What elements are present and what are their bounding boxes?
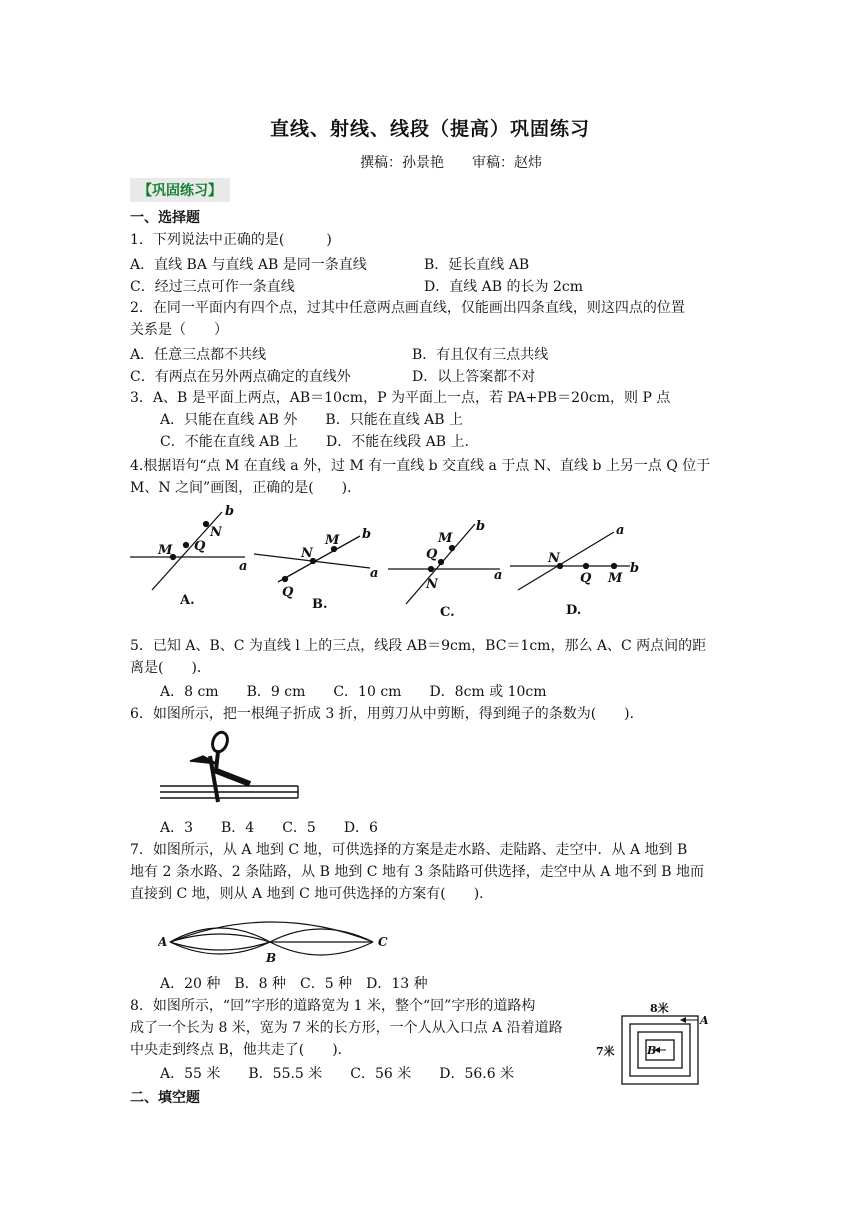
- q2-option-d: D．以上答案都不对: [412, 369, 536, 385]
- q1-option-d: D．直线 AB 的长为 2cm: [424, 279, 583, 295]
- q6-stem: 6．如图所示，把一根绳子折成 3 折，用剪刀从中剪断，得到绳子的条数为( )．: [130, 706, 644, 722]
- section-tag: 【巩固练习】: [130, 178, 230, 202]
- q4-figure-b: [254, 527, 378, 612]
- authors-line: [360, 152, 570, 172]
- q8-stem-3: 中央走到终点 B，他共走了( )．: [130, 1042, 352, 1058]
- q4c-label-b: b: [476, 519, 486, 534]
- q7-stem-3: 直接到 C 地，则从 A 地到 C 地可供选择的方案有( )．: [130, 886, 494, 902]
- q4b-label-b: b: [362, 527, 372, 542]
- q2-option-c: C．有两点在另外两点确定的直线外: [130, 369, 351, 385]
- q4d-label-n: N: [548, 551, 560, 566]
- q4b-label-a: a: [370, 566, 379, 581]
- q1-option-a: A．直线 BA 与直线 AB 是同一条直线: [130, 257, 367, 273]
- q4-fig-label-a: A.: [180, 593, 195, 608]
- q4b-label-m: M: [325, 533, 340, 548]
- q4a-label-b: b: [225, 504, 235, 519]
- q7-routes-figure: [158, 912, 398, 968]
- q8-stem-2: 成了一个长为 8 米，宽为 7 米的长方形，一个人从入口点 A 沿着道路: [130, 1020, 563, 1036]
- q3-options-ab: A．只能在直线 AB 外 B．只能在直线 AB 上: [160, 412, 463, 428]
- q4-fig-label-d: D.: [566, 603, 582, 618]
- q8-label-b: B: [647, 1044, 657, 1057]
- part1-heading: 一、选择题: [130, 210, 200, 226]
- q8-label-a: A: [700, 1014, 709, 1027]
- q4c-label-a: a: [494, 568, 503, 583]
- q5-stem-1: 5．已知 A、B、C 为直线 l 上的三点，线段 AB＝9cm，BC＝1cm，那么 A、C 两点间的距: [130, 638, 707, 654]
- q4-stem-2: M、N 之间”画图，正确的是( )．: [130, 480, 362, 496]
- q4-stem-1: 4.根据语句“点 M 在直线 a 外，过 M 有一直线 b 交直线 a 于点 N、直线 b 上另一点 Q 位于: [130, 458, 711, 474]
- q3-options-cd: C．不能在直线 AB 上 D．不能在线段 AB 上.: [160, 434, 469, 450]
- q4a-label-n: N: [210, 525, 222, 540]
- q7-stem-2: 地有 2 条水路、2 条陆路，从 B 地到 C 地有 3 条陆路可供选择，走空中从 A 地不到 B 地而: [130, 864, 704, 880]
- q8-label-length: 8米: [650, 1002, 669, 1015]
- q4d-label-q: Q: [580, 571, 592, 586]
- q4a-label-q: Q: [194, 539, 206, 554]
- q5-options: A．8 cm B．9 cm C．10 cm D．8cm 或 10cm: [160, 684, 547, 700]
- part2-heading: 二、填空题: [130, 1090, 200, 1106]
- q1-option-b: B．延长直线 AB: [424, 257, 530, 273]
- q4-figure-c: [388, 519, 502, 620]
- q4b-label-q: Q: [282, 585, 294, 600]
- q2-option-a: A．任意三点都不共线: [130, 347, 267, 363]
- q7-label-c: C: [378, 935, 388, 949]
- page-title: 直线、射线、线段（提高）巩固练习: [269, 118, 590, 140]
- q4-fig-label-c: C.: [440, 605, 455, 620]
- q8-path-figure: [594, 1000, 714, 1090]
- q1-stem: 1．下列说法中正确的是( ): [130, 232, 332, 248]
- q4-figure-a: [130, 504, 247, 608]
- q8-label-width: 7米: [596, 1045, 615, 1058]
- q4d-label-a: a: [616, 523, 625, 538]
- q4a-label-m: M: [158, 543, 173, 558]
- author-label: 撰稿：孙景艳: [360, 155, 444, 171]
- q4-figure-d: [510, 523, 639, 618]
- q7-label-b: B: [266, 951, 277, 965]
- q4c-label-q: Q: [426, 547, 438, 562]
- q4d-label-m: M: [608, 571, 623, 586]
- q6-options: A．3 B．4 C．5 D．6: [160, 820, 378, 836]
- q4c-label-m: M: [438, 531, 453, 546]
- reviewer-label: 审稿：赵炜: [472, 155, 542, 171]
- q7-stem-1: 7．如图所示，从 A 地到 C 地，可供选择的方案是走水路、走陆路、走空中．从 A 地到 B: [130, 842, 688, 858]
- q8-options: A．55 米 B．55.5 米 C．56 米 D．56.6 米: [160, 1066, 515, 1082]
- q8-stem-1: 8．如图所示，“回”字形的道路宽为 1 米，整个“回”字形的道路构: [130, 998, 536, 1014]
- q1-option-c: C．经过三点可作一条直线: [130, 279, 295, 295]
- q5-stem-2: 离是( )．: [130, 660, 211, 676]
- q6-scissors-figure: [158, 726, 303, 806]
- q4c-label-n: N: [426, 577, 438, 592]
- q3-stem: 3．A、B 是平面上两点，AB＝10cm，P 为平面上一点，若 PA+PB＝20cm，则 P 点: [130, 390, 671, 406]
- q4b-label-n: N: [301, 546, 313, 561]
- q2-stem-1: 2．在同一平面内有四个点，过其中任意两点画直线，仅能画出四条直线，则这四点的位置: [130, 300, 685, 316]
- q4-figures: [120, 500, 660, 625]
- q7-options: A．20 种 B．8 种 C．5 种 D．13 种: [160, 976, 428, 992]
- q4d-label-b: b: [630, 561, 640, 576]
- q2-option-b: B．有且仅有三点共线: [412, 347, 549, 363]
- q4a-label-a: a: [239, 559, 248, 574]
- q7-label-a: A: [158, 935, 168, 949]
- q2-stem-2: 关系是（ ）: [130, 322, 228, 338]
- q4-fig-label-b: B.: [312, 597, 328, 612]
